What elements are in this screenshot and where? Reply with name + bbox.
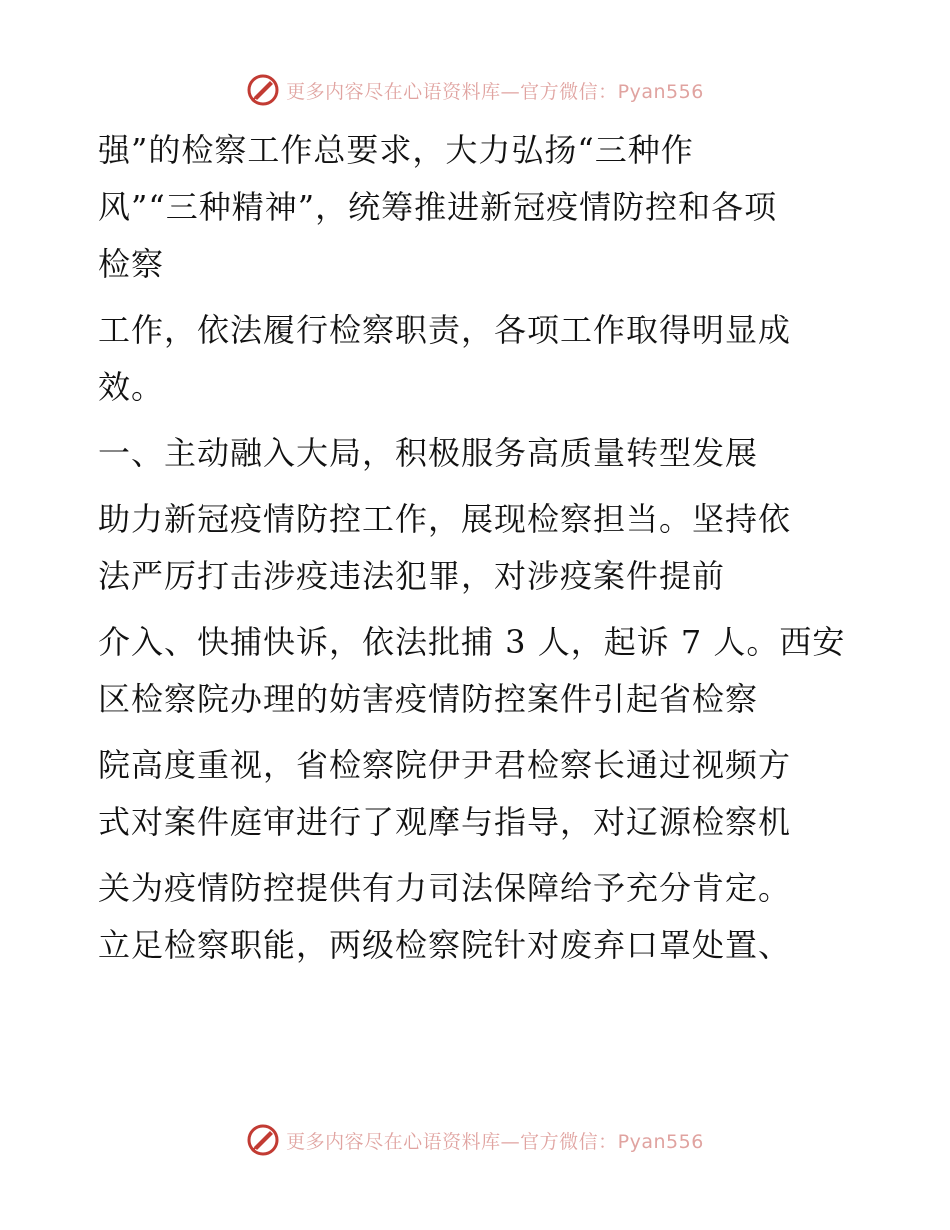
text-line: 区检察院办理的妨害疫情防控案件引起省检察 <box>98 680 759 718</box>
section-heading: 一、主动融入大局，积极服务高质量转型发展 <box>98 434 759 472</box>
footer-watermark <box>0 1120 950 1160</box>
text-line: 强”的检察工作总要求，大力弘扬“三种作 <box>98 131 694 169</box>
watermark-text: 更多内容尽在心语资料库—官方微信：Pyan556 <box>286 1130 704 1153</box>
text-line: 法严厉打击涉疫违法犯罪，对涉疫案件提前 <box>98 557 726 595</box>
text-line: 工作，依法履行检察职责，各项工作取得明显成 <box>98 311 792 349</box>
text-line: 关为疫情防控提供有力司法保障给予充分肯定。 <box>98 869 792 907</box>
text-line: 院高度重视，省检察院伊尹君检察长通过视频方 <box>98 746 792 784</box>
text-line: 检察 <box>98 245 165 283</box>
text-line: 风”“三种精神”，统筹推进新冠疫情防控和各项 <box>98 188 778 226</box>
text-line: 助力新冠疫情防控工作，展现检察担当。坚持依 <box>98 500 792 538</box>
text-line: 式对案件庭审进行了观摩与指导，对辽源检察机 <box>98 803 792 841</box>
watermark-text: 更多内容尽在心语资料库—官方微信：Pyan556 <box>286 80 704 103</box>
text-line: 效。 <box>98 368 165 406</box>
quill-logo-icon <box>246 1123 280 1157</box>
text-line: 立足检察职能，两级检察院针对废弃口罩处置、 <box>98 926 792 964</box>
text-line: 介入、快捕快诉，依法批捕 3 人，起诉 7 人。西安 <box>98 623 846 661</box>
quill-logo-icon <box>246 73 280 107</box>
document-body <box>98 122 858 974</box>
header-watermark <box>0 70 950 110</box>
